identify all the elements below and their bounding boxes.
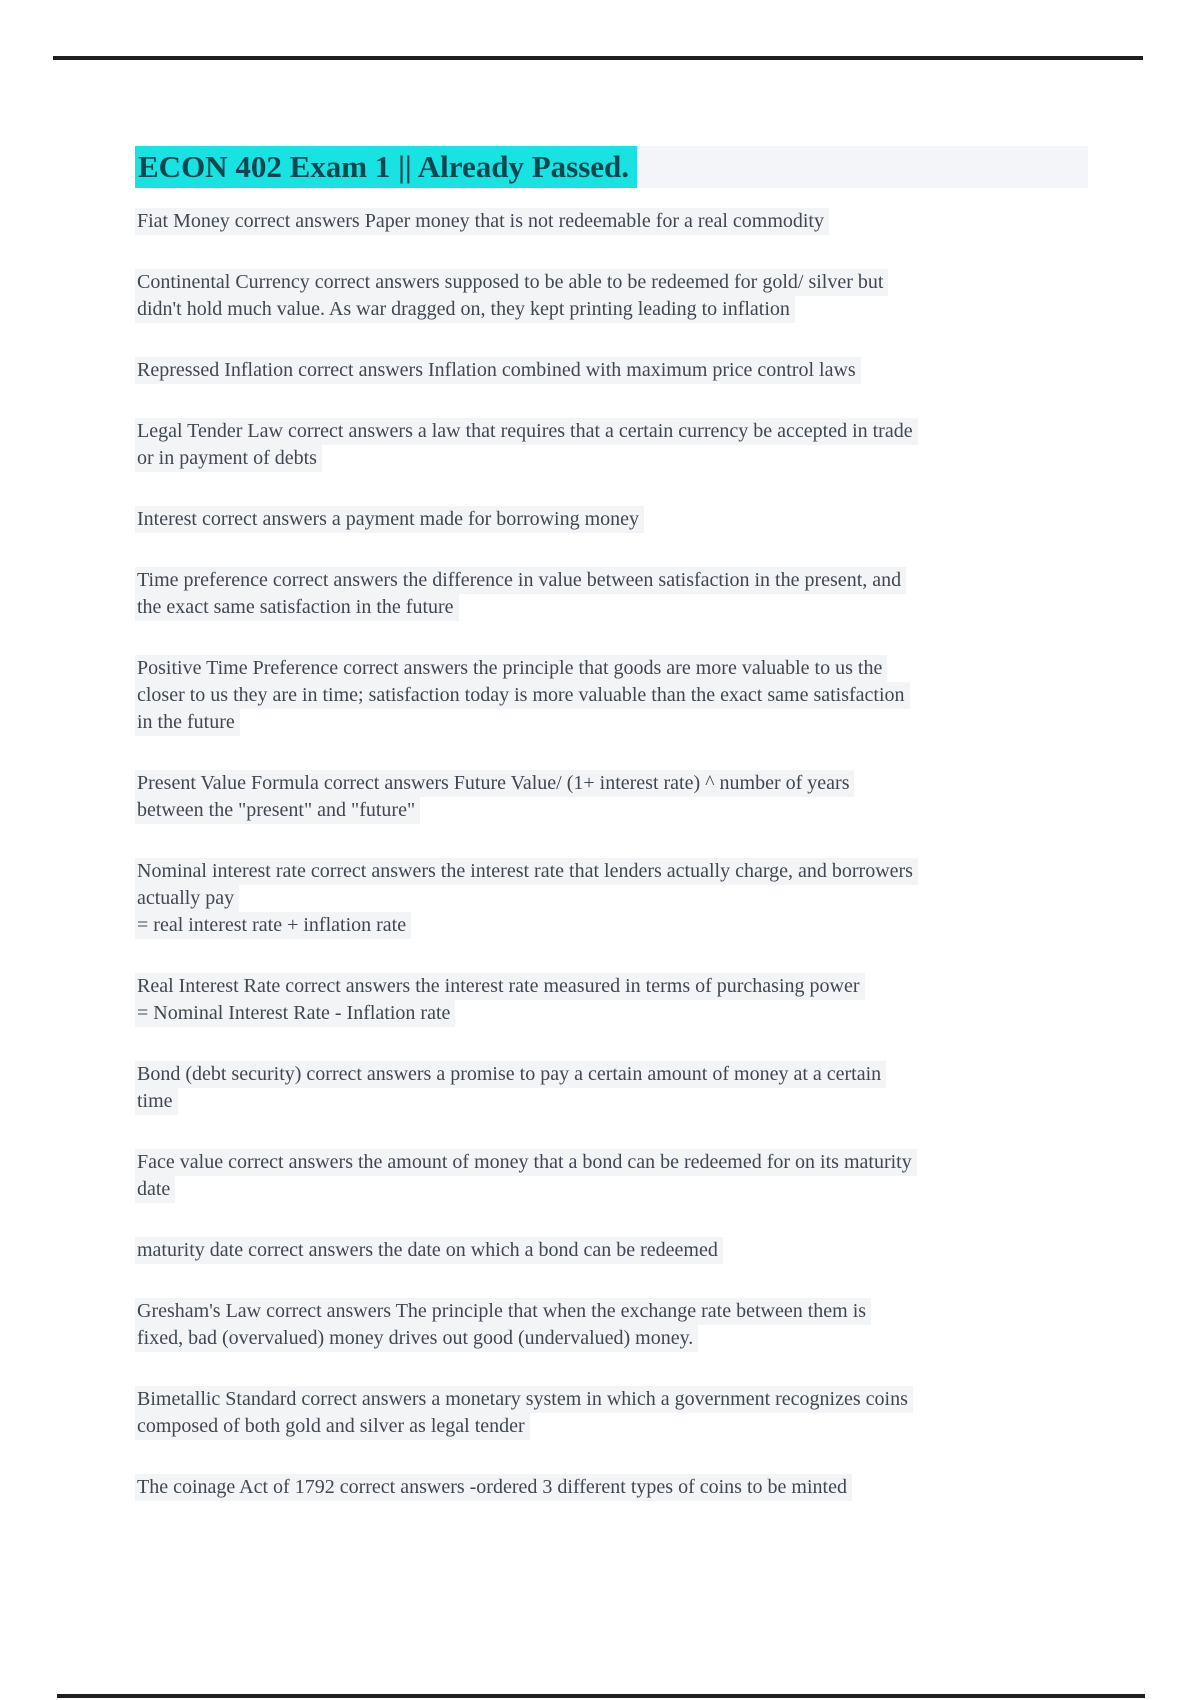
qa-paragraph-text: Real Interest Rate correct answers the interest rate measured in terms of purchasing power = Nominal Interest Rate - Inflation rate xyxy=(135,973,865,1027)
qa-paragraph-text: Repressed Inflation correct answers Inflation combined with maximum price control laws xyxy=(135,357,861,384)
qa-paragraph-text: Gresham's Law correct answers The principle that when the exchange rate between them is fixed, bad (overvalued) money drives out good (undervalued) money. xyxy=(135,1298,871,1352)
title-text: ECON 402 Exam 1 || Already Passed. xyxy=(135,146,637,188)
qa-paragraph xyxy=(135,973,1095,1027)
qa-paragraph-text: Bond (debt security) correct answers a promise to pay a certain amount of money at a certain time xyxy=(135,1061,886,1115)
qa-paragraph xyxy=(135,567,1095,621)
bottom-rule xyxy=(57,1694,1145,1698)
qa-paragraph xyxy=(135,418,1095,472)
qa-paragraph xyxy=(135,506,1095,533)
qa-list xyxy=(135,208,1095,1501)
document-content xyxy=(135,146,1095,1535)
qa-paragraph xyxy=(135,770,1095,824)
qa-paragraph-text: maturity date correct answers the date on which a bond can be redeemed xyxy=(135,1237,723,1264)
qa-paragraph-text: Face value correct answers the amount of money that a bond can be redeemed for on its maturity date xyxy=(135,1149,917,1203)
qa-paragraph xyxy=(135,1149,1095,1203)
qa-paragraph xyxy=(135,1474,1095,1501)
qa-paragraph xyxy=(135,655,1095,736)
document-title xyxy=(135,146,1088,188)
qa-paragraph-text: Time preference correct answers the difference in value between satisfaction in the present, and the exact same satisfaction in the future xyxy=(135,567,906,621)
qa-paragraph-text: Present Value Formula correct answers Future Value/ (1+ interest rate) ^ number of years between the "present" and "future" xyxy=(135,770,854,824)
qa-paragraph xyxy=(135,357,1095,384)
qa-paragraph xyxy=(135,1386,1095,1440)
qa-paragraph xyxy=(135,1298,1095,1352)
qa-paragraph-text: Fiat Money correct answers Paper money that is not redeemable for a real commodity xyxy=(135,208,829,235)
qa-paragraph xyxy=(135,1061,1095,1115)
qa-paragraph-text: Legal Tender Law correct answers a law that requires that a certain currency be accepted in trade or in payment of debts xyxy=(135,418,918,472)
top-rule xyxy=(53,56,1143,60)
qa-paragraph-text: Positive Time Preference correct answers the principle that goods are more valuable to us the closer to us they are in time; satisfaction today is more valuable than the exact same satisfaction in the future xyxy=(135,655,910,736)
qa-paragraph xyxy=(135,208,1095,235)
qa-paragraph xyxy=(135,1237,1095,1264)
qa-paragraph xyxy=(135,858,1095,939)
qa-paragraph-text: The coinage Act of 1792 correct answers -ordered 3 different types of coins to be minted xyxy=(135,1474,852,1501)
qa-paragraph-text: Continental Currency correct answers supposed to be able to be redeemed for gold/ silver but didn't hold much value. As war dragged on, they kept printing leading to inflation xyxy=(135,269,888,323)
qa-paragraph-text: Interest correct answers a payment made for borrowing money xyxy=(135,506,644,533)
qa-paragraph xyxy=(135,269,1095,323)
qa-paragraph-text: Nominal interest rate correct answers the interest rate that lenders actually charge, and borrowers actually pay = real interest rate + inflation rate xyxy=(135,858,918,939)
qa-paragraph-text: Bimetallic Standard correct answers a monetary system in which a government recognizes coins composed of both gold and silver as legal tender xyxy=(135,1386,913,1440)
